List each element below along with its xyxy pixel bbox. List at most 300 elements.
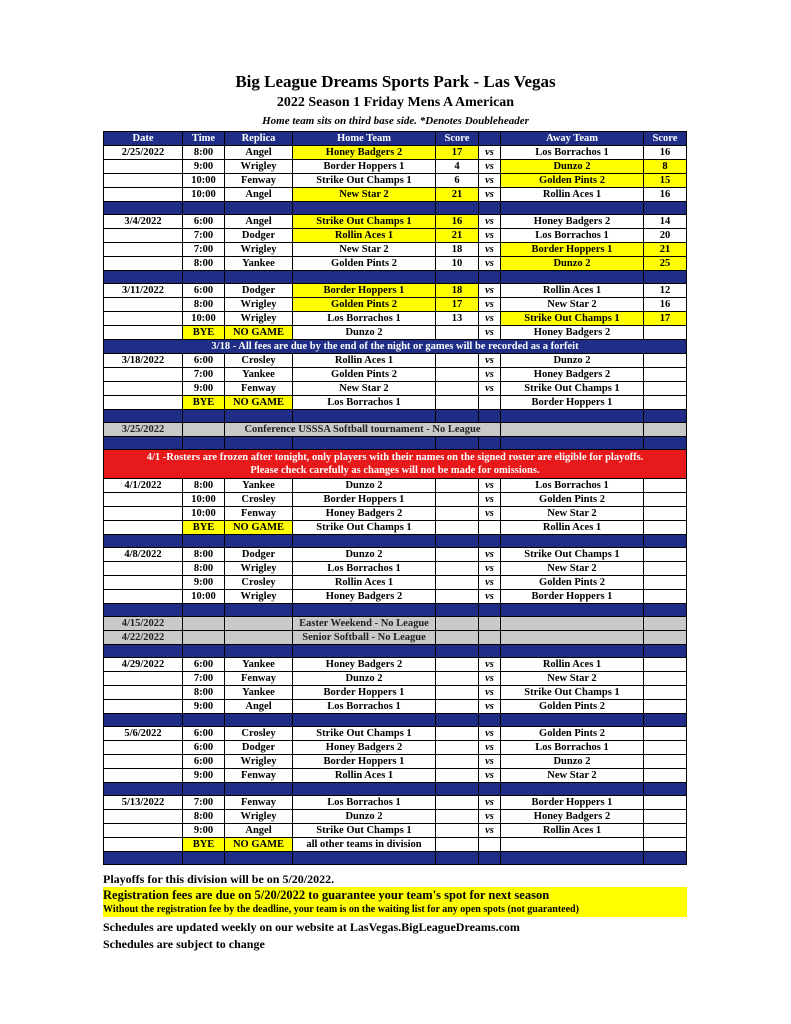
home-score-cell: 10 — [436, 257, 479, 271]
home-score-cell — [436, 354, 479, 368]
away-team-cell — [501, 631, 644, 645]
date-cell — [104, 769, 183, 783]
vs-cell: vs — [479, 368, 501, 382]
time-cell: BYE — [183, 326, 225, 340]
field-cell: Fenway — [225, 796, 293, 810]
field-cell: NO GAME — [225, 521, 293, 535]
home-team-cell: New Star 2 — [293, 188, 436, 202]
home-score-cell — [436, 824, 479, 838]
away-team-cell: Honey Badgers 2 — [501, 215, 644, 229]
vs-cell: vs — [479, 160, 501, 174]
game-row — [104, 479, 687, 493]
home-score-cell: 4 — [436, 160, 479, 174]
separator-cell — [479, 645, 501, 658]
page-title: Big League Dreams Sports Park - Las Vegas — [235, 72, 556, 91]
separator-cell — [104, 271, 183, 284]
separator-row — [104, 271, 687, 284]
home-team-cell: Honey Badgers 2 — [293, 146, 436, 160]
separator-cell — [293, 202, 436, 215]
home-score-cell — [436, 521, 479, 535]
home-score-cell: 6 — [436, 174, 479, 188]
game-row — [104, 521, 687, 535]
away-score-cell: 25 — [644, 257, 687, 271]
separator-cell — [644, 410, 687, 423]
home-team-cell: Los Borrachos 1 — [293, 562, 436, 576]
vs-cell — [479, 631, 501, 645]
away-team-cell: Dunzo 2 — [501, 354, 644, 368]
home-team-cell: New Star 2 — [293, 382, 436, 396]
game-row — [104, 838, 687, 852]
game-row — [104, 755, 687, 769]
date-cell — [104, 824, 183, 838]
home-team-cell: Honey Badgers 2 — [293, 658, 436, 672]
separator-cell — [436, 271, 479, 284]
date-cell: 3/25/2022 — [104, 423, 183, 437]
home-team-cell: Los Borrachos 1 — [293, 700, 436, 714]
home-team-cell: Dunzo 2 — [293, 672, 436, 686]
away-score-cell — [644, 326, 687, 340]
separator-cell — [183, 714, 225, 727]
home-team-cell: Dunzo 2 — [293, 548, 436, 562]
separator-row — [104, 437, 687, 450]
separator-cell — [104, 645, 183, 658]
home-team-cell: Border Hoppers 1 — [293, 686, 436, 700]
date-cell — [104, 382, 183, 396]
date-cell: 4/22/2022 — [104, 631, 183, 645]
separator-cell — [501, 535, 644, 548]
separator-cell — [225, 437, 293, 450]
separator-cell — [436, 852, 479, 865]
away-score-cell: 14 — [644, 215, 687, 229]
game-row — [104, 507, 687, 521]
field-cell: NO GAME — [225, 396, 293, 410]
home-team-cell: Strike Out Champs 1 — [293, 727, 436, 741]
vs-cell: vs — [479, 284, 501, 298]
home-score-cell — [436, 755, 479, 769]
home-team-cell: Golden Pints 2 — [293, 298, 436, 312]
separator-cell — [644, 202, 687, 215]
date-cell — [104, 243, 183, 257]
field-cell: Crosley — [225, 354, 293, 368]
time-cell: 10:00 — [183, 312, 225, 326]
home-team-cell: Dunzo 2 — [293, 479, 436, 493]
field-cell: Wrigley — [225, 810, 293, 824]
vs-cell: vs — [479, 810, 501, 824]
time-cell: 9:00 — [183, 700, 225, 714]
field-cell: Wrigley — [225, 160, 293, 174]
date-cell — [104, 700, 183, 714]
date-cell — [104, 507, 183, 521]
game-row — [104, 590, 687, 604]
home-score-cell — [436, 617, 479, 631]
time-cell — [183, 423, 225, 437]
no-league-row — [104, 631, 687, 645]
separator-cell — [479, 202, 501, 215]
subject-to-change-note: Schedules are subject to change — [103, 937, 265, 951]
header-row — [104, 132, 687, 146]
separator-cell — [644, 852, 687, 865]
time-cell: 7:00 — [183, 243, 225, 257]
separator-cell — [501, 271, 644, 284]
away-team-cell: Dunzo 2 — [501, 257, 644, 271]
roster-freeze-text: 4/1 -Rosters are frozen after tonight, only players with their names on the signed roster are eligible for playoffs. — [146, 452, 644, 463]
away-team-cell: Border Hoppers 1 — [501, 590, 644, 604]
home-score-cell — [436, 686, 479, 700]
vs-cell: vs — [479, 229, 501, 243]
separator-cell — [293, 604, 436, 617]
col-header: Score — [644, 132, 687, 146]
game-row — [104, 257, 687, 271]
field-cell: Crosley — [225, 493, 293, 507]
field-cell: Dodger — [225, 284, 293, 298]
separator-cell — [293, 852, 436, 865]
home-score-cell: 21 — [436, 229, 479, 243]
game-row — [104, 284, 687, 298]
home-team-cell: Strike Out Champs 1 — [293, 521, 436, 535]
game-row — [104, 146, 687, 160]
away-team-cell: New Star 2 — [501, 298, 644, 312]
away-score-cell — [644, 576, 687, 590]
home-team-cell: Border Hoppers 1 — [293, 160, 436, 174]
time-cell: 8:00 — [183, 479, 225, 493]
date-cell — [104, 257, 183, 271]
home-score-cell: 13 — [436, 312, 479, 326]
separator-cell — [501, 437, 644, 450]
away-score-cell — [644, 590, 687, 604]
home-team-cell: Strike Out Champs 1 — [293, 215, 436, 229]
vs-cell: vs — [479, 354, 501, 368]
game-row — [104, 700, 687, 714]
home-score-cell — [436, 562, 479, 576]
time-cell: 6:00 — [183, 215, 225, 229]
away-team-cell: New Star 2 — [501, 507, 644, 521]
date-cell: 5/13/2022 — [104, 796, 183, 810]
separator-cell — [104, 852, 183, 865]
separator-cell — [293, 783, 436, 796]
home-score-cell — [436, 382, 479, 396]
field-cell: Crosley — [225, 576, 293, 590]
home-team-cell: Dunzo 2 — [293, 326, 436, 340]
col-header: Home Team — [293, 132, 436, 146]
time-cell: 6:00 — [183, 354, 225, 368]
separator-cell — [501, 852, 644, 865]
separator-row — [104, 604, 687, 617]
date-cell: 3/18/2022 — [104, 354, 183, 368]
home-team-cell: Golden Pints 2 — [293, 257, 436, 271]
vs-cell: vs — [479, 672, 501, 686]
separator-cell — [501, 714, 644, 727]
field-cell: Fenway — [225, 174, 293, 188]
home-team-cell: Rollin Aces 1 — [293, 576, 436, 590]
separator-cell — [479, 714, 501, 727]
game-row — [104, 672, 687, 686]
vs-cell: vs — [479, 146, 501, 160]
home-score-cell — [436, 700, 479, 714]
field-cell: Angel — [225, 146, 293, 160]
separator-cell — [479, 604, 501, 617]
away-team-cell: Golden Pints 2 — [501, 727, 644, 741]
time-cell: 9:00 — [183, 382, 225, 396]
separator-cell — [436, 714, 479, 727]
separator-cell — [104, 410, 183, 423]
home-team-cell: all other teams in division — [293, 838, 436, 852]
separator-row — [104, 783, 687, 796]
separator-cell — [225, 202, 293, 215]
time-cell: BYE — [183, 521, 225, 535]
separator-cell — [479, 271, 501, 284]
time-cell: 8:00 — [183, 810, 225, 824]
home-score-cell — [436, 493, 479, 507]
home-team-cell: Strike Out Champs 1 — [293, 174, 436, 188]
separator-cell — [225, 645, 293, 658]
separator-cell — [479, 535, 501, 548]
separator-cell — [501, 410, 644, 423]
separator-cell — [501, 202, 644, 215]
home-score-cell: 18 — [436, 284, 479, 298]
separator-cell — [104, 535, 183, 548]
separator-cell — [183, 535, 225, 548]
separator-cell — [501, 783, 644, 796]
date-cell — [104, 576, 183, 590]
separator-cell — [501, 604, 644, 617]
separator-cell — [436, 604, 479, 617]
time-cell: 8:00 — [183, 146, 225, 160]
separator-cell — [104, 783, 183, 796]
away-score-cell — [644, 727, 687, 741]
separator-cell — [293, 535, 436, 548]
time-cell: 6:00 — [183, 284, 225, 298]
game-row — [104, 686, 687, 700]
separator-row — [104, 410, 687, 423]
away-team-cell: Rollin Aces 1 — [501, 521, 644, 535]
separator-row — [104, 852, 687, 865]
field-cell: NO GAME — [225, 326, 293, 340]
vs-cell: vs — [479, 382, 501, 396]
field-cell: Dodger — [225, 229, 293, 243]
home-score-cell: 21 — [436, 188, 479, 202]
separator-cell — [183, 271, 225, 284]
col-header: Date — [104, 132, 183, 146]
home-score-cell — [436, 769, 479, 783]
date-cell: 3/4/2022 — [104, 215, 183, 229]
field-cell: Yankee — [225, 479, 293, 493]
away-team-cell: Strike Out Champs 1 — [501, 312, 644, 326]
home-score-cell — [436, 548, 479, 562]
separator-cell — [479, 410, 501, 423]
schedule-table — [103, 131, 687, 865]
date-cell — [104, 838, 183, 852]
no-league-row — [104, 617, 687, 631]
date-cell: 4/29/2022 — [104, 658, 183, 672]
date-cell: 4/8/2022 — [104, 548, 183, 562]
vs-cell: vs — [479, 769, 501, 783]
away-team-cell: Strike Out Champs 1 — [501, 382, 644, 396]
game-row — [104, 741, 687, 755]
away-team-cell: Los Borrachos 1 — [501, 229, 644, 243]
vs-cell: vs — [479, 548, 501, 562]
away-score-cell: 20 — [644, 229, 687, 243]
game-row — [104, 229, 687, 243]
date-cell: 2/25/2022 — [104, 146, 183, 160]
separator-cell — [293, 410, 436, 423]
time-cell: 6:00 — [183, 741, 225, 755]
time-cell — [183, 617, 225, 631]
away-score-cell — [644, 423, 687, 437]
home-score-cell — [436, 368, 479, 382]
separator-row — [104, 535, 687, 548]
home-score-cell — [436, 326, 479, 340]
separator-cell — [479, 852, 501, 865]
away-team-cell: Border Hoppers 1 — [501, 243, 644, 257]
away-team-cell: Golden Pints 2 — [501, 700, 644, 714]
field-cell: Crosley — [225, 727, 293, 741]
home-score-cell — [436, 507, 479, 521]
separator-cell — [225, 714, 293, 727]
col-header — [479, 132, 501, 146]
away-team-cell: Los Borrachos 1 — [501, 741, 644, 755]
away-score-cell — [644, 507, 687, 521]
field-cell: Wrigley — [225, 298, 293, 312]
field-cell: Yankee — [225, 257, 293, 271]
away-score-cell — [644, 796, 687, 810]
vs-cell: vs — [479, 796, 501, 810]
no-league-text: Easter Weekend - No League — [293, 617, 436, 631]
time-cell: 7:00 — [183, 229, 225, 243]
roster-freeze-subtext: Please check carefully as changes will not be made for omissions. — [250, 465, 540, 476]
separator-cell — [644, 714, 687, 727]
schedule-note: Home team sits on third base side. *Denotes Doubleheader — [262, 115, 529, 127]
separator-cell — [104, 437, 183, 450]
time-cell: 8:00 — [183, 257, 225, 271]
notice-text: 3/18 - All fees are due by the end of the night or games will be recorded as a forfeit — [104, 340, 687, 354]
game-row — [104, 769, 687, 783]
vs-cell — [479, 838, 501, 852]
away-score-cell — [644, 741, 687, 755]
vs-cell: vs — [479, 188, 501, 202]
vs-cell: vs — [479, 326, 501, 340]
time-cell: 9:00 — [183, 769, 225, 783]
field-cell: Angel — [225, 188, 293, 202]
vs-cell: vs — [479, 658, 501, 672]
away-score-cell: 12 — [644, 284, 687, 298]
separator-cell — [225, 410, 293, 423]
field-cell: Yankee — [225, 368, 293, 382]
away-team-cell: Border Hoppers 1 — [501, 396, 644, 410]
field-cell: Fenway — [225, 769, 293, 783]
home-score-cell: 16 — [436, 215, 479, 229]
date-cell — [104, 229, 183, 243]
away-team-cell: Honey Badgers 2 — [501, 326, 644, 340]
time-cell: 10:00 — [183, 174, 225, 188]
away-score-cell — [644, 824, 687, 838]
separator-cell — [293, 437, 436, 450]
home-team-cell: Border Hoppers 1 — [293, 493, 436, 507]
separator-row — [104, 714, 687, 727]
time-cell: 9:00 — [183, 160, 225, 174]
away-score-cell — [644, 755, 687, 769]
away-team-cell: Los Borrachos 1 — [501, 479, 644, 493]
separator-cell — [644, 604, 687, 617]
field-cell: Wrigley — [225, 755, 293, 769]
separator-cell — [183, 202, 225, 215]
time-cell: 6:00 — [183, 658, 225, 672]
vs-cell: vs — [479, 727, 501, 741]
home-team-cell: New Star 2 — [293, 243, 436, 257]
home-score-cell: 18 — [436, 243, 479, 257]
date-cell — [104, 755, 183, 769]
date-cell: 4/15/2022 — [104, 617, 183, 631]
separator-cell — [479, 783, 501, 796]
home-score-cell: 17 — [436, 146, 479, 160]
time-cell: 8:00 — [183, 298, 225, 312]
field-cell: Fenway — [225, 507, 293, 521]
away-team-cell: Border Hoppers 1 — [501, 796, 644, 810]
away-score-cell — [644, 686, 687, 700]
game-row — [104, 796, 687, 810]
away-team-cell: Rollin Aces 1 — [501, 824, 644, 838]
away-score-cell: 8 — [644, 160, 687, 174]
no-league-row — [104, 423, 687, 437]
separator-row — [104, 645, 687, 658]
home-score-cell — [436, 838, 479, 852]
home-team-cell: Los Borrachos 1 — [293, 312, 436, 326]
game-row — [104, 243, 687, 257]
vs-cell — [479, 617, 501, 631]
separator-cell — [644, 535, 687, 548]
home-score-cell — [436, 396, 479, 410]
away-score-cell — [644, 548, 687, 562]
game-row — [104, 727, 687, 741]
away-team-cell — [501, 423, 644, 437]
away-score-cell: 16 — [644, 188, 687, 202]
game-row — [104, 548, 687, 562]
away-score-cell — [644, 396, 687, 410]
away-score-cell — [644, 810, 687, 824]
date-cell: 3/11/2022 — [104, 284, 183, 298]
vs-cell: vs — [479, 298, 501, 312]
date-cell — [104, 686, 183, 700]
time-cell: 10:00 — [183, 590, 225, 604]
field-cell: Angel — [225, 700, 293, 714]
home-score-cell — [436, 796, 479, 810]
vs-cell: vs — [479, 562, 501, 576]
field-cell — [225, 631, 293, 645]
col-header: Replica — [225, 132, 293, 146]
vs-cell: vs — [479, 174, 501, 188]
home-score-cell — [436, 672, 479, 686]
game-row — [104, 824, 687, 838]
away-score-cell — [644, 838, 687, 852]
home-team-cell: Rollin Aces 1 — [293, 354, 436, 368]
vs-cell: vs — [479, 507, 501, 521]
field-cell — [225, 617, 293, 631]
home-score-cell — [436, 727, 479, 741]
time-cell: 10:00 — [183, 188, 225, 202]
date-cell — [104, 521, 183, 535]
away-score-cell: 15 — [644, 174, 687, 188]
game-row — [104, 562, 687, 576]
time-cell: 8:00 — [183, 548, 225, 562]
away-team-cell: Rollin Aces 1 — [501, 658, 644, 672]
separator-cell — [183, 604, 225, 617]
vs-cell: vs — [479, 700, 501, 714]
home-team-cell: Strike Out Champs 1 — [293, 824, 436, 838]
col-header: Away Team — [501, 132, 644, 146]
separator-cell — [183, 783, 225, 796]
away-score-cell — [644, 769, 687, 783]
separator-cell — [104, 604, 183, 617]
separator-cell — [436, 645, 479, 658]
